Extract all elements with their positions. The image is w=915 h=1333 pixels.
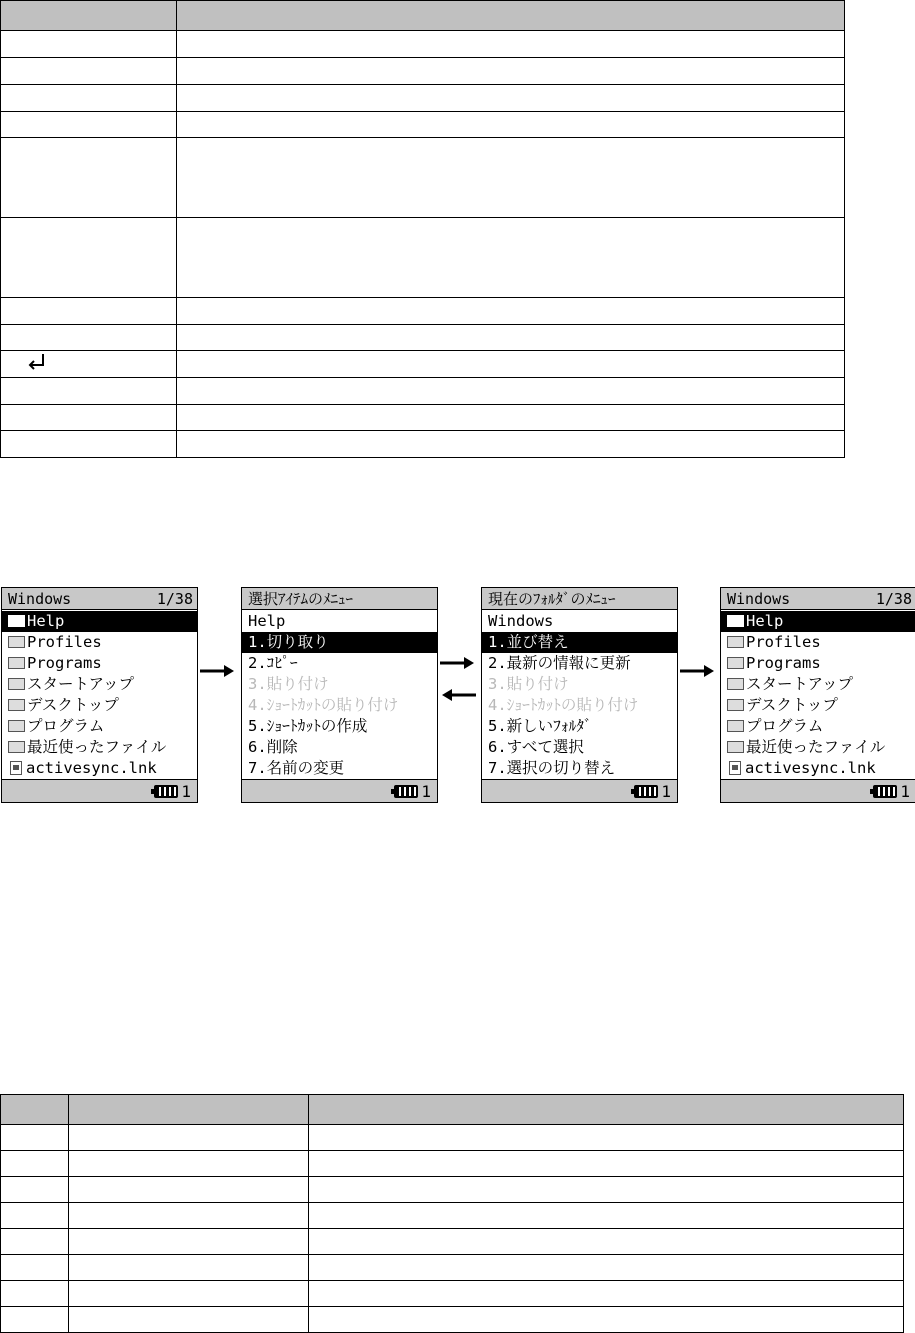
table-row <box>1 218 845 298</box>
list-item-label: スタートアップ <box>746 675 853 693</box>
page-indicator: 1/38 <box>875 589 912 608</box>
screen-title: 現在のﾌｫﾙﾀﾞのﾒﾆｭｰ <box>488 590 616 608</box>
list-item-label: activesync.lnk <box>745 759 876 777</box>
list-item-label: 6.削除 <box>248 738 298 756</box>
list-item-label: 3.貼り付け <box>248 675 329 693</box>
screen-title-bar <box>2 588 197 610</box>
status-bar <box>242 779 437 802</box>
header-cell <box>69 1095 309 1125</box>
screen-folder-menu <box>481 587 678 803</box>
list-item-label: 4.ｼｮｰﾄｶｯﾄの貼り付け <box>488 696 639 714</box>
list-item[interactable] <box>721 674 915 695</box>
folder-icon <box>8 678 25 690</box>
list-item-label: スタートアップ <box>27 675 134 693</box>
table-row <box>1 112 845 138</box>
list-item[interactable] <box>721 653 915 674</box>
folder-icon <box>8 657 25 669</box>
list-item[interactable] <box>2 653 197 674</box>
table-row <box>1 1203 904 1229</box>
battery-icon <box>154 785 178 798</box>
folder-icon <box>727 636 744 648</box>
folder-icon <box>727 657 744 669</box>
list-item-label: Help <box>248 612 286 630</box>
list-item[interactable] <box>2 758 197 779</box>
list-item-label: Help <box>746 612 784 630</box>
list-item <box>242 695 437 716</box>
list-item[interactable] <box>721 611 915 632</box>
header-cell <box>1 1095 69 1125</box>
list-item-label: デスクトップ <box>27 696 119 714</box>
enter-key-icon <box>25 352 47 376</box>
table-row <box>1 431 845 458</box>
list-item[interactable] <box>482 632 677 653</box>
list-item[interactable] <box>482 611 677 632</box>
list-item[interactable] <box>2 632 197 653</box>
list-item[interactable] <box>482 653 677 674</box>
battery-icon <box>873 785 897 798</box>
table-row <box>1 378 845 405</box>
list-item-label: 2.ｺﾋﾟｰ <box>248 654 298 672</box>
list-item[interactable] <box>2 716 197 737</box>
table-row <box>1 1177 904 1203</box>
table-row <box>1 1229 904 1255</box>
battery-icon <box>634 785 658 798</box>
table-row <box>1 405 845 431</box>
folder-icon <box>8 741 25 753</box>
arrow-right-icon <box>680 664 716 678</box>
folder-icon <box>727 720 744 732</box>
list-item[interactable] <box>242 632 437 653</box>
table-row <box>1 58 845 85</box>
list-item[interactable] <box>721 737 915 758</box>
table-row <box>1 1255 904 1281</box>
table-row <box>1 1151 904 1177</box>
header-cell <box>177 1 845 31</box>
list-item-label: Help <box>27 612 65 630</box>
table-row <box>1 1307 904 1333</box>
list-item[interactable] <box>482 758 677 779</box>
list-item <box>482 674 677 695</box>
screen-item-menu <box>241 587 438 803</box>
list-item-label: activesync.lnk <box>26 759 157 777</box>
screen-title: Windows <box>727 589 791 608</box>
table-row <box>1 1281 904 1307</box>
folder-icon <box>727 699 744 711</box>
file-icon <box>729 761 741 775</box>
table-row <box>1 138 845 218</box>
header-cell <box>309 1095 904 1125</box>
list-item-label: Programs <box>27 654 102 672</box>
list-item-label: Profiles <box>27 633 102 651</box>
screen-folder-list <box>1 587 198 803</box>
list-item-label: Profiles <box>746 633 821 651</box>
list-item <box>482 695 677 716</box>
header-cell <box>1 1 177 31</box>
list-item-label: 4.ｼｮｰﾄｶｯﾄの貼り付け <box>248 696 399 714</box>
list-item-label: 7.選択の切り替え <box>488 759 616 777</box>
list-item[interactable] <box>242 653 437 674</box>
status-number: 1 <box>900 781 910 801</box>
table-row <box>1 31 845 58</box>
status-number: 1 <box>181 781 191 801</box>
status-bar <box>2 779 197 802</box>
list-item[interactable] <box>242 611 437 632</box>
list-item[interactable] <box>482 716 677 737</box>
list-item-label: 3.貼り付け <box>488 675 569 693</box>
screen-title: 選択ｱｲﾃﾑのﾒﾆｭｰ <box>248 590 354 608</box>
list-item[interactable] <box>2 695 197 716</box>
list-item[interactable] <box>721 758 915 779</box>
screen-title-bar <box>242 588 437 610</box>
folder-icon <box>8 615 25 627</box>
list-item[interactable] <box>2 674 197 695</box>
status-bar <box>721 779 915 802</box>
list-item <box>242 674 437 695</box>
list-item[interactable] <box>721 695 915 716</box>
list-item[interactable] <box>2 737 197 758</box>
screen-title: Windows <box>8 589 72 608</box>
table-row <box>1 85 845 112</box>
arrow-right-icon <box>200 664 236 678</box>
page-indicator: 1/38 <box>156 589 193 608</box>
list-item-label: 5.ｼｮｰﾄｶｯﾄの作成 <box>248 717 368 735</box>
list-item[interactable] <box>2 611 197 632</box>
list-item[interactable] <box>242 737 437 758</box>
list-item-label: 最近使ったファイル <box>746 738 886 756</box>
file-icon <box>10 761 22 775</box>
battery-icon <box>394 785 418 798</box>
table-row <box>1 351 845 378</box>
list-item-label: 6.すべて選択 <box>488 738 584 756</box>
folder-icon <box>727 678 744 690</box>
screen-title-bar <box>721 588 915 610</box>
key-function-table <box>0 0 845 458</box>
list-item-label: 1.切り取り <box>248 633 329 651</box>
list-item-label: Programs <box>746 654 821 672</box>
arrow-right-icon <box>440 656 476 670</box>
list-item[interactable] <box>482 737 677 758</box>
list-item-label: 2.最新の情報に更新 <box>488 654 631 672</box>
list-item-label: 5.新しいﾌｫﾙﾀﾞ <box>488 717 592 735</box>
list-item-label: デスクトップ <box>746 696 838 714</box>
list-item-label: 1.並び替え <box>488 633 569 651</box>
folder-icon <box>727 741 744 753</box>
list-item[interactable] <box>242 758 437 779</box>
table-row <box>1 325 845 351</box>
folder-icon <box>8 699 25 711</box>
status-number: 1 <box>421 781 431 801</box>
list-item-label: プログラム <box>27 717 105 735</box>
table-row <box>1 298 845 325</box>
screen-folder-list-return <box>720 587 915 803</box>
arrow-left-icon <box>440 688 476 702</box>
list-item[interactable] <box>242 716 437 737</box>
list-item-label: プログラム <box>746 717 824 735</box>
folder-icon <box>8 720 25 732</box>
list-item-label: 最近使ったファイル <box>27 738 167 756</box>
list-item[interactable] <box>721 632 915 653</box>
list-item-label: 7.名前の変更 <box>248 759 345 777</box>
screen-title-bar <box>482 588 677 610</box>
status-bar <box>482 779 677 802</box>
list-item-label: Windows <box>488 612 554 630</box>
folder-icon <box>8 636 25 648</box>
status-number: 1 <box>661 781 671 801</box>
list-item[interactable] <box>721 716 915 737</box>
menu-item-table <box>0 1094 904 1333</box>
folder-icon <box>727 615 744 627</box>
table-row <box>1 1125 904 1151</box>
